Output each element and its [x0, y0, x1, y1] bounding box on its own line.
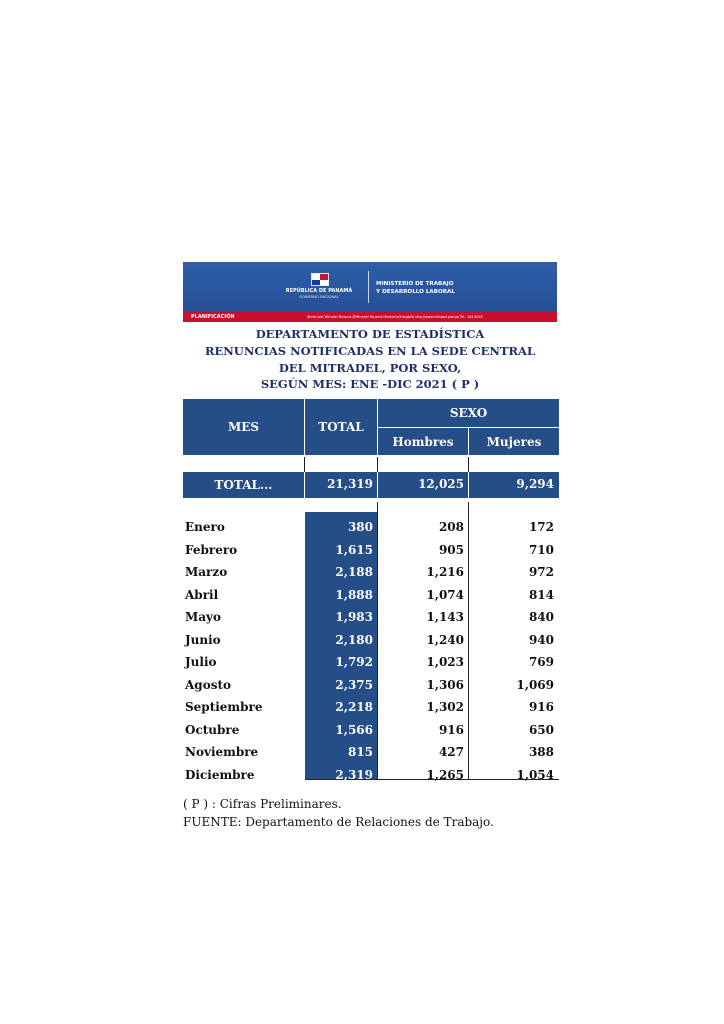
row-total-value: 2,188 [335, 565, 373, 579]
row-total-value: 1,888 [335, 587, 373, 602]
row-total-value: 1,566 [335, 722, 373, 737]
title-line-3: DEL MITRADEL, POR SEXO, [278, 360, 462, 375]
title-line-4: SEGÚN MES: ENE -DIC 2021 ( P ) [260, 377, 480, 392]
row-total-value: 2,180 [335, 632, 373, 647]
row-total-value: 2,375 [335, 677, 373, 692]
row-total-value: 2,218 [335, 700, 373, 714]
row-hombres-value: 1,302 [426, 700, 464, 714]
row-mujeres-value: 769 [528, 655, 554, 669]
row-hombres-value: 905 [438, 542, 464, 557]
row-total-value: 1,983 [335, 610, 373, 624]
total-row-total: 21,319 [327, 477, 373, 491]
row-month-label: Julio [185, 655, 217, 669]
row-total-value: 815 [347, 745, 373, 759]
title-line-2: RENUNCIAS NOTIFICADAS EN LA SEDE CENTRAL [204, 343, 536, 358]
row-hombres-value: 208 [438, 520, 464, 534]
row-mujeres-value: 172 [528, 520, 554, 534]
ministry-name-line1: MINISTERIO DE TRABAJO [376, 281, 454, 287]
title-line-1: DEPARTAMENTO DE ESTADÍSTICA [255, 327, 485, 341]
total-row-mujeres: 9,294 [516, 477, 554, 491]
ministry-name-line2: Y DESARROLLO LABORAL [376, 289, 455, 295]
row-mujeres-value: 840 [528, 610, 554, 624]
row-mujeres-value: 710 [528, 542, 554, 557]
row-hombres-value: 427 [438, 745, 464, 759]
row-month-label: Mayo [185, 610, 222, 624]
row-month-label: Agosto [185, 677, 232, 692]
row-mujeres-value: 814 [528, 587, 554, 602]
banner-divider [368, 271, 369, 303]
total-row-label: TOTAL... [214, 478, 273, 492]
row-month-label: Febrero [185, 542, 238, 557]
row-month-label: Diciembre [185, 767, 255, 782]
row-month-label: Enero [185, 520, 225, 534]
row-mujeres-value: 916 [528, 700, 554, 714]
gobierno-text: GOBIERNO NACIONAL [299, 295, 339, 299]
row-month-label: Abril [185, 587, 219, 602]
row-month-label: Junio [185, 632, 221, 647]
gap-line-right [468, 457, 469, 472]
row-hombres-value: 1,306 [426, 677, 464, 692]
row-month-label: Septiembre [185, 700, 263, 714]
row-month-label: Noviembre [185, 745, 259, 759]
republica-text: REPÚBLICA DE PANAMÁ [285, 288, 353, 294]
social-links-text: @mitradel Mitradel Panamá @Mitradel Panamá MinisterioTrabajoPa http://www.mitradel.gob.pa Tel.: 264-6245 [307, 314, 483, 319]
row-total-value: 2,319 [335, 767, 373, 782]
row-total-value: 380 [347, 520, 373, 534]
row-month-label: Marzo [185, 565, 228, 579]
row-mujeres-value: 972 [528, 565, 554, 579]
row-mujeres-value: 940 [528, 632, 554, 647]
row-mujeres-value: 1,069 [516, 677, 554, 692]
row-hombres-value: 1,023 [426, 655, 464, 669]
row-total-value: 1,792 [335, 655, 373, 669]
note-preliminary: ( P ) : Cifras Preliminares. [183, 797, 342, 811]
row-hombres-value: 1,240 [426, 632, 464, 647]
header-mes: MES [227, 420, 260, 434]
row-hombres-value: 1,074 [426, 587, 464, 602]
row-mujeres-value: 1,054 [516, 767, 554, 782]
gap-line-mid [377, 457, 378, 472]
header-total: TOTAL [318, 420, 364, 434]
row-hombres-value: 916 [438, 722, 464, 737]
header-sexo: SEXO [449, 406, 488, 420]
note-source: FUENTE: Departamento de Relaciones de Trabajo. [183, 814, 494, 829]
row-hombres-value: 1,216 [426, 565, 464, 579]
planificacion-label: PLANIFICACIÓN [191, 314, 235, 320]
row-hombres-value: 1,143 [426, 610, 464, 624]
row-mujeres-value: 388 [528, 745, 554, 759]
row-hombres-value: 1,265 [426, 767, 464, 782]
header-mujeres: Mujeres [486, 434, 542, 449]
total-row-hombres: 12,025 [418, 477, 464, 491]
gap-line-left [304, 457, 305, 472]
row-month-label: Octubre [185, 722, 240, 737]
panama-flag-icon [311, 273, 329, 286]
row-total-value: 1,615 [335, 542, 373, 557]
planificacion-strip [183, 312, 557, 322]
document-title-block [183, 326, 557, 393]
row-mujeres-value: 650 [528, 722, 554, 737]
footnotes [183, 796, 494, 831]
ministry-banner [183, 262, 557, 312]
header-hombres: Hombres [392, 434, 454, 449]
ministry-name [376, 280, 526, 296]
